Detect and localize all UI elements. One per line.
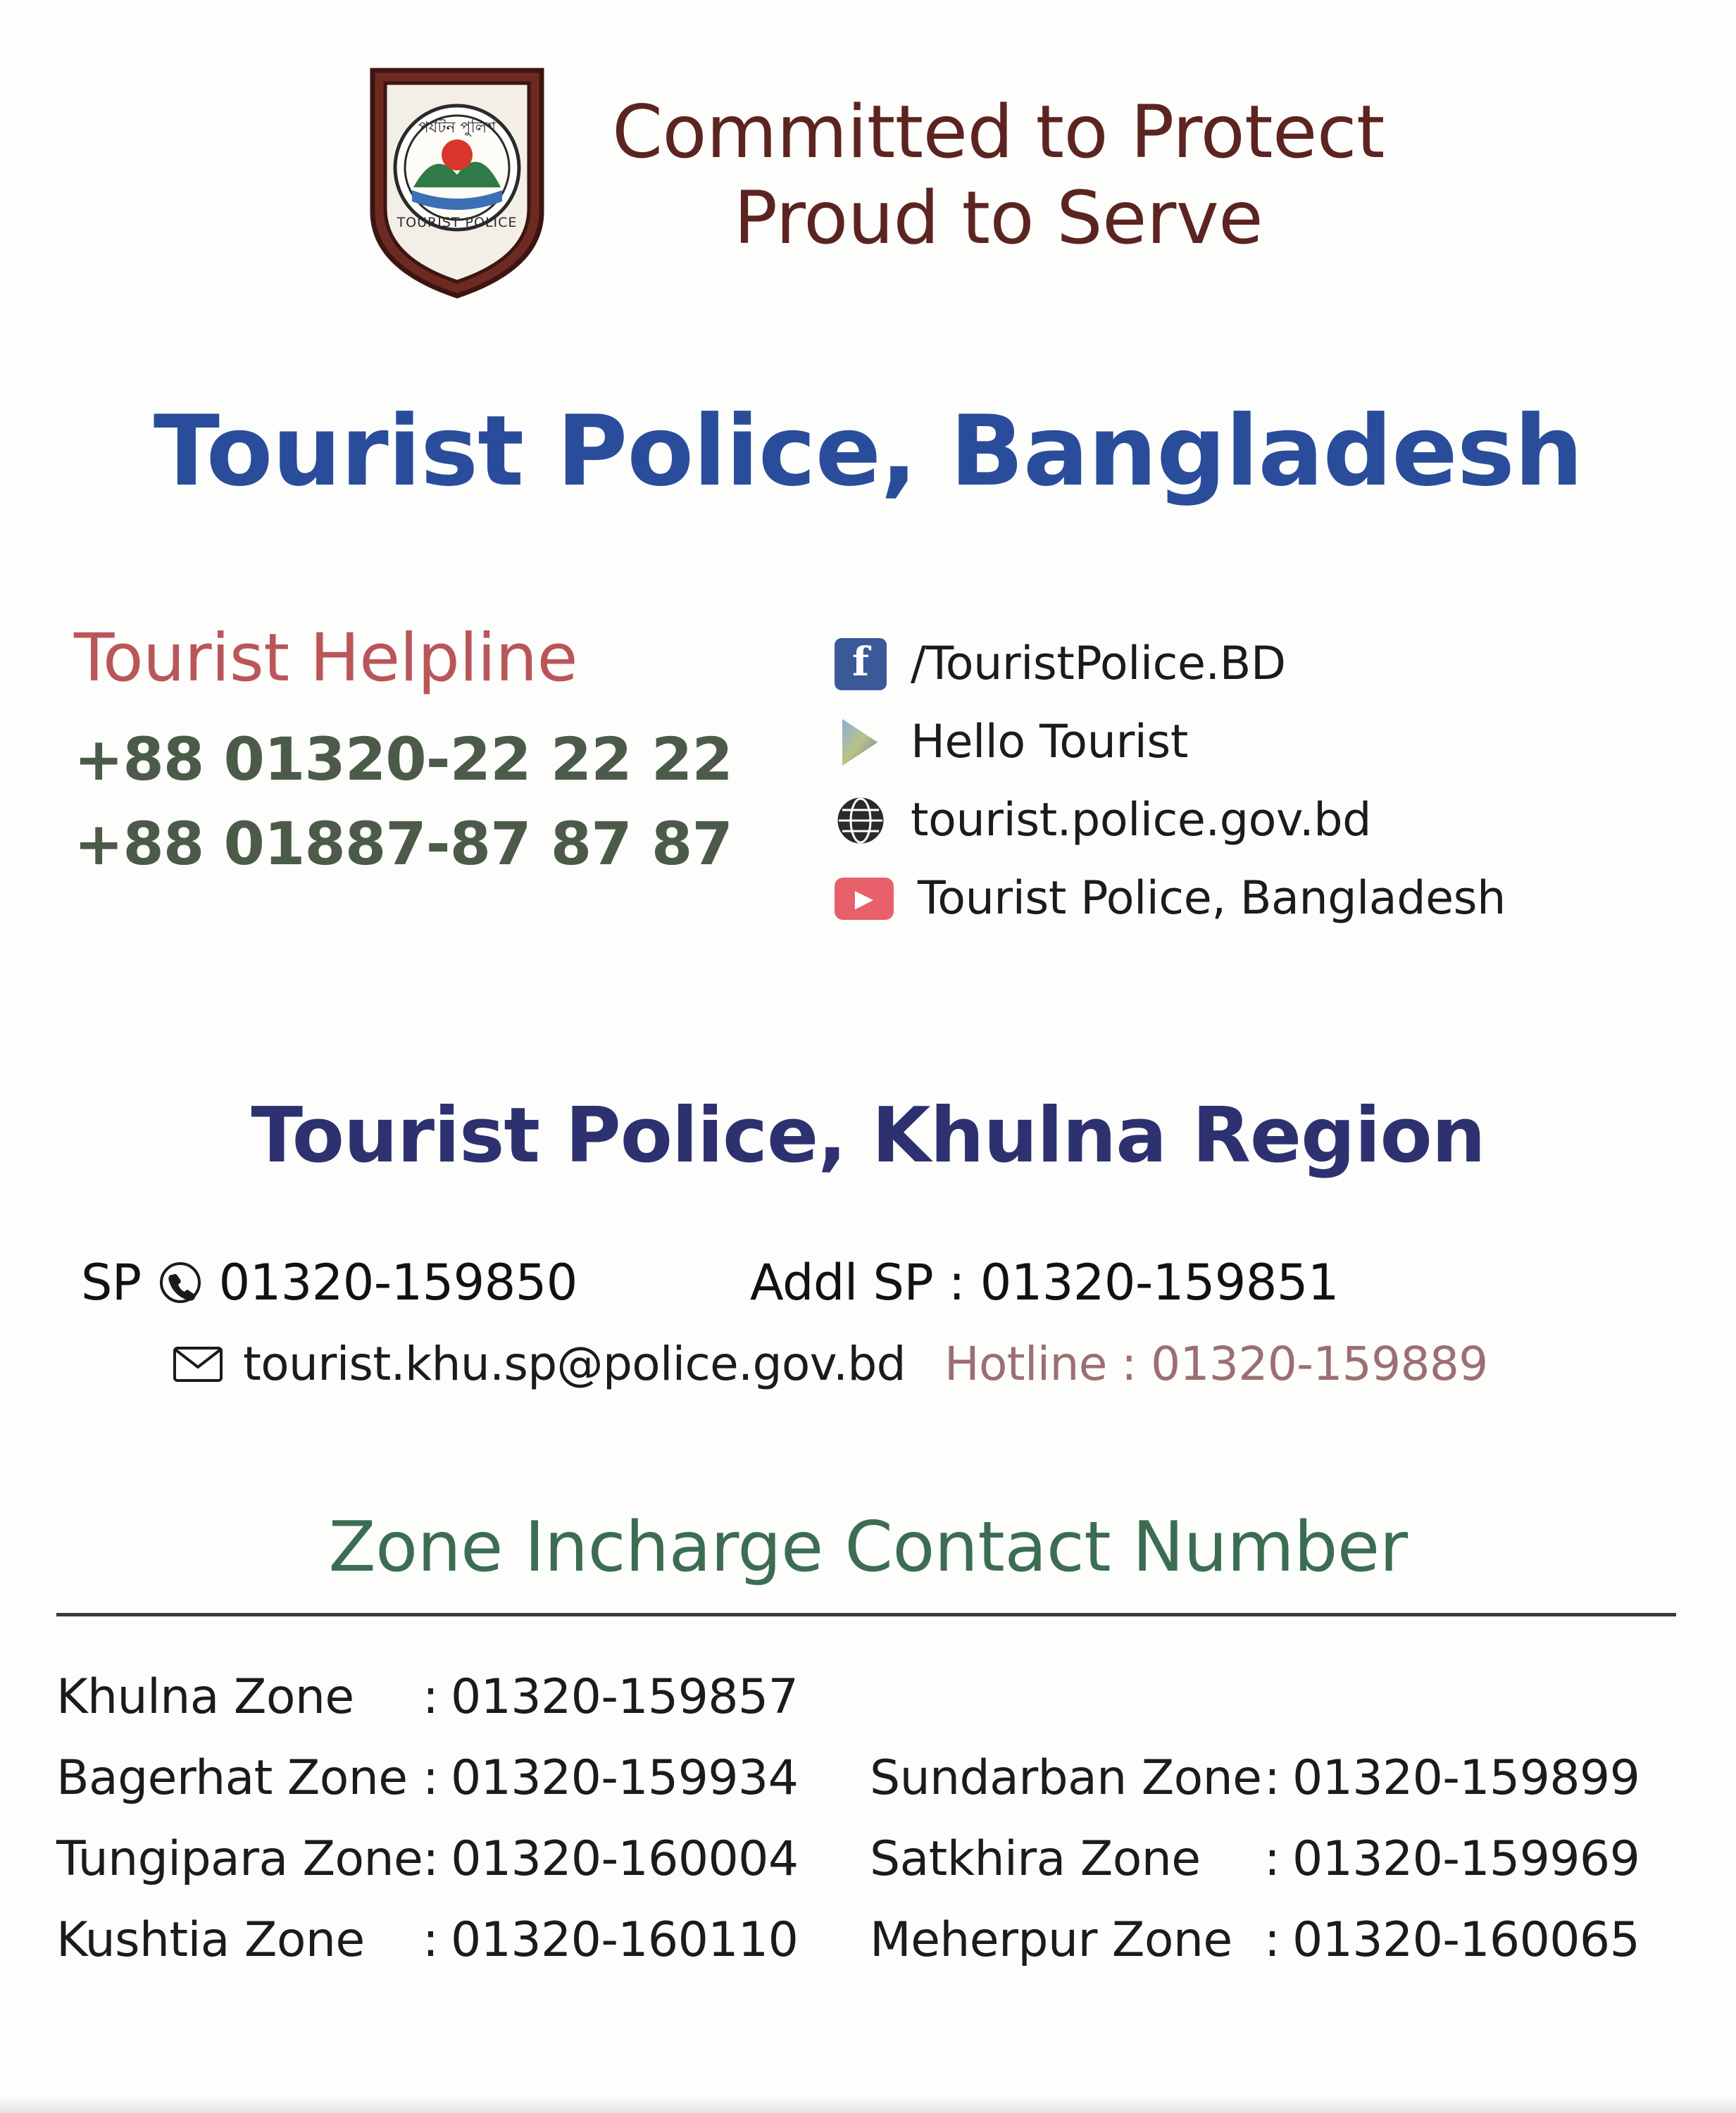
zone-name: Meherpur Zone bbox=[870, 1912, 1232, 1968]
helpline-number-1[interactable]: +88 01320-22 22 22 bbox=[74, 725, 732, 794]
social-row-website[interactable] bbox=[835, 794, 1701, 847]
zone-name: Satkhira Zone bbox=[870, 1831, 1201, 1887]
zone-number: 01320-159857 bbox=[451, 1669, 799, 1725]
zone-name: Kushtia Zone bbox=[56, 1912, 365, 1968]
zone-row-sundarban[interactable] bbox=[870, 1750, 1683, 1806]
zone-row-khulna[interactable] bbox=[56, 1669, 870, 1725]
zone-row-kushtia[interactable] bbox=[56, 1912, 870, 1968]
slogan-line-2: Proud to Serve bbox=[733, 176, 1263, 261]
zone-colon: : bbox=[423, 1831, 439, 1887]
region-contacts-row-2 bbox=[0, 1337, 1736, 1391]
app-name: Hello Tourist bbox=[911, 716, 1188, 768]
zone-row-meherpur[interactable] bbox=[870, 1912, 1683, 1968]
zone-row-bagerhat[interactable] bbox=[56, 1750, 870, 1806]
zone-number: 01320-159934 bbox=[451, 1750, 799, 1806]
phone-icon bbox=[158, 1261, 202, 1304]
zone-number: 01320-160065 bbox=[1292, 1912, 1640, 1968]
svg-text:TOURIST POLICE: TOURIST POLICE bbox=[396, 215, 518, 230]
tourist-helpline-label: Tourist Helpline bbox=[74, 620, 577, 697]
card-bottom-edge bbox=[0, 2095, 1736, 2113]
email-contact[interactable] bbox=[173, 1337, 906, 1391]
sp-phone: 01320-159850 bbox=[218, 1254, 577, 1311]
facebook-handle: /TouristPolice.BD bbox=[911, 637, 1286, 690]
zone-divider bbox=[56, 1613, 1676, 1616]
email-address: tourist.khu.sp@police.gov.bd bbox=[243, 1337, 906, 1391]
zone-section-heading: Zone Incharge Contact Number bbox=[328, 1507, 1408, 1588]
social-links bbox=[835, 637, 1701, 950]
zone-row-satkhira[interactable] bbox=[870, 1831, 1683, 1887]
svg-text:Proud: Proud bbox=[443, 252, 472, 263]
zone-name: Sundarban Zone bbox=[870, 1750, 1262, 1806]
globe-icon bbox=[835, 794, 887, 847]
tourist-police-crest-icon bbox=[351, 49, 563, 303]
facebook-icon: f bbox=[835, 638, 887, 690]
zone-number: 01320-159969 bbox=[1292, 1831, 1640, 1887]
helpline-number-2[interactable]: +88 01887-87 87 87 bbox=[74, 809, 732, 878]
slogan bbox=[612, 90, 1385, 261]
zone-number: 01320-159899 bbox=[1292, 1750, 1640, 1806]
zone-colon: : bbox=[1264, 1831, 1280, 1887]
region-contacts-row-1 bbox=[0, 1254, 1736, 1311]
zone-row-tungipara[interactable] bbox=[56, 1831, 870, 1887]
social-row-facebook[interactable] bbox=[835, 637, 1701, 690]
zone-contact-table bbox=[56, 1669, 1683, 1968]
zone-number: 01320-160110 bbox=[451, 1912, 799, 1968]
page-title: Tourist Police, Bangladesh bbox=[153, 394, 1583, 508]
zone-name: Bagerhat Zone bbox=[56, 1750, 408, 1806]
region-hotline[interactable]: Hotline : 01320-159889 bbox=[944, 1337, 1488, 1391]
zone-number: 01320-160004 bbox=[451, 1831, 799, 1887]
addl-sp-contact[interactable]: Addl SP : 01320-159851 bbox=[749, 1254, 1339, 1311]
sp-contact[interactable] bbox=[81, 1254, 577, 1311]
zone-name: Khulna Zone bbox=[56, 1669, 354, 1725]
zone-colon: : bbox=[423, 1912, 439, 1968]
slogan-line-1: Committed to Protect bbox=[612, 90, 1385, 175]
zone-name: Tungipara Zone bbox=[56, 1831, 423, 1887]
mail-icon bbox=[173, 1346, 223, 1383]
svg-text:পর্যটন পুলিশ: পর্যটন পুলিশ bbox=[418, 119, 497, 137]
zone-colon: : bbox=[1264, 1750, 1280, 1806]
tourist-helpline-block bbox=[74, 620, 835, 894]
youtube-icon: ▶ bbox=[835, 878, 894, 920]
social-row-youtube[interactable] bbox=[835, 872, 1701, 925]
card-header bbox=[0, 49, 1736, 303]
region-title: Tourist Police, Khulna Region bbox=[251, 1092, 1485, 1180]
website-url: tourist.police.gov.bd bbox=[911, 794, 1372, 847]
zone-colon: : bbox=[423, 1750, 439, 1806]
play-store-icon bbox=[835, 716, 887, 768]
region-contacts bbox=[0, 1254, 1736, 1391]
sp-label: SP bbox=[81, 1254, 142, 1311]
zone-colon: : bbox=[1264, 1912, 1280, 1968]
youtube-channel: Tourist Police, Bangladesh bbox=[918, 872, 1506, 925]
social-row-app[interactable] bbox=[835, 716, 1701, 768]
zone-colon: : bbox=[423, 1669, 439, 1725]
